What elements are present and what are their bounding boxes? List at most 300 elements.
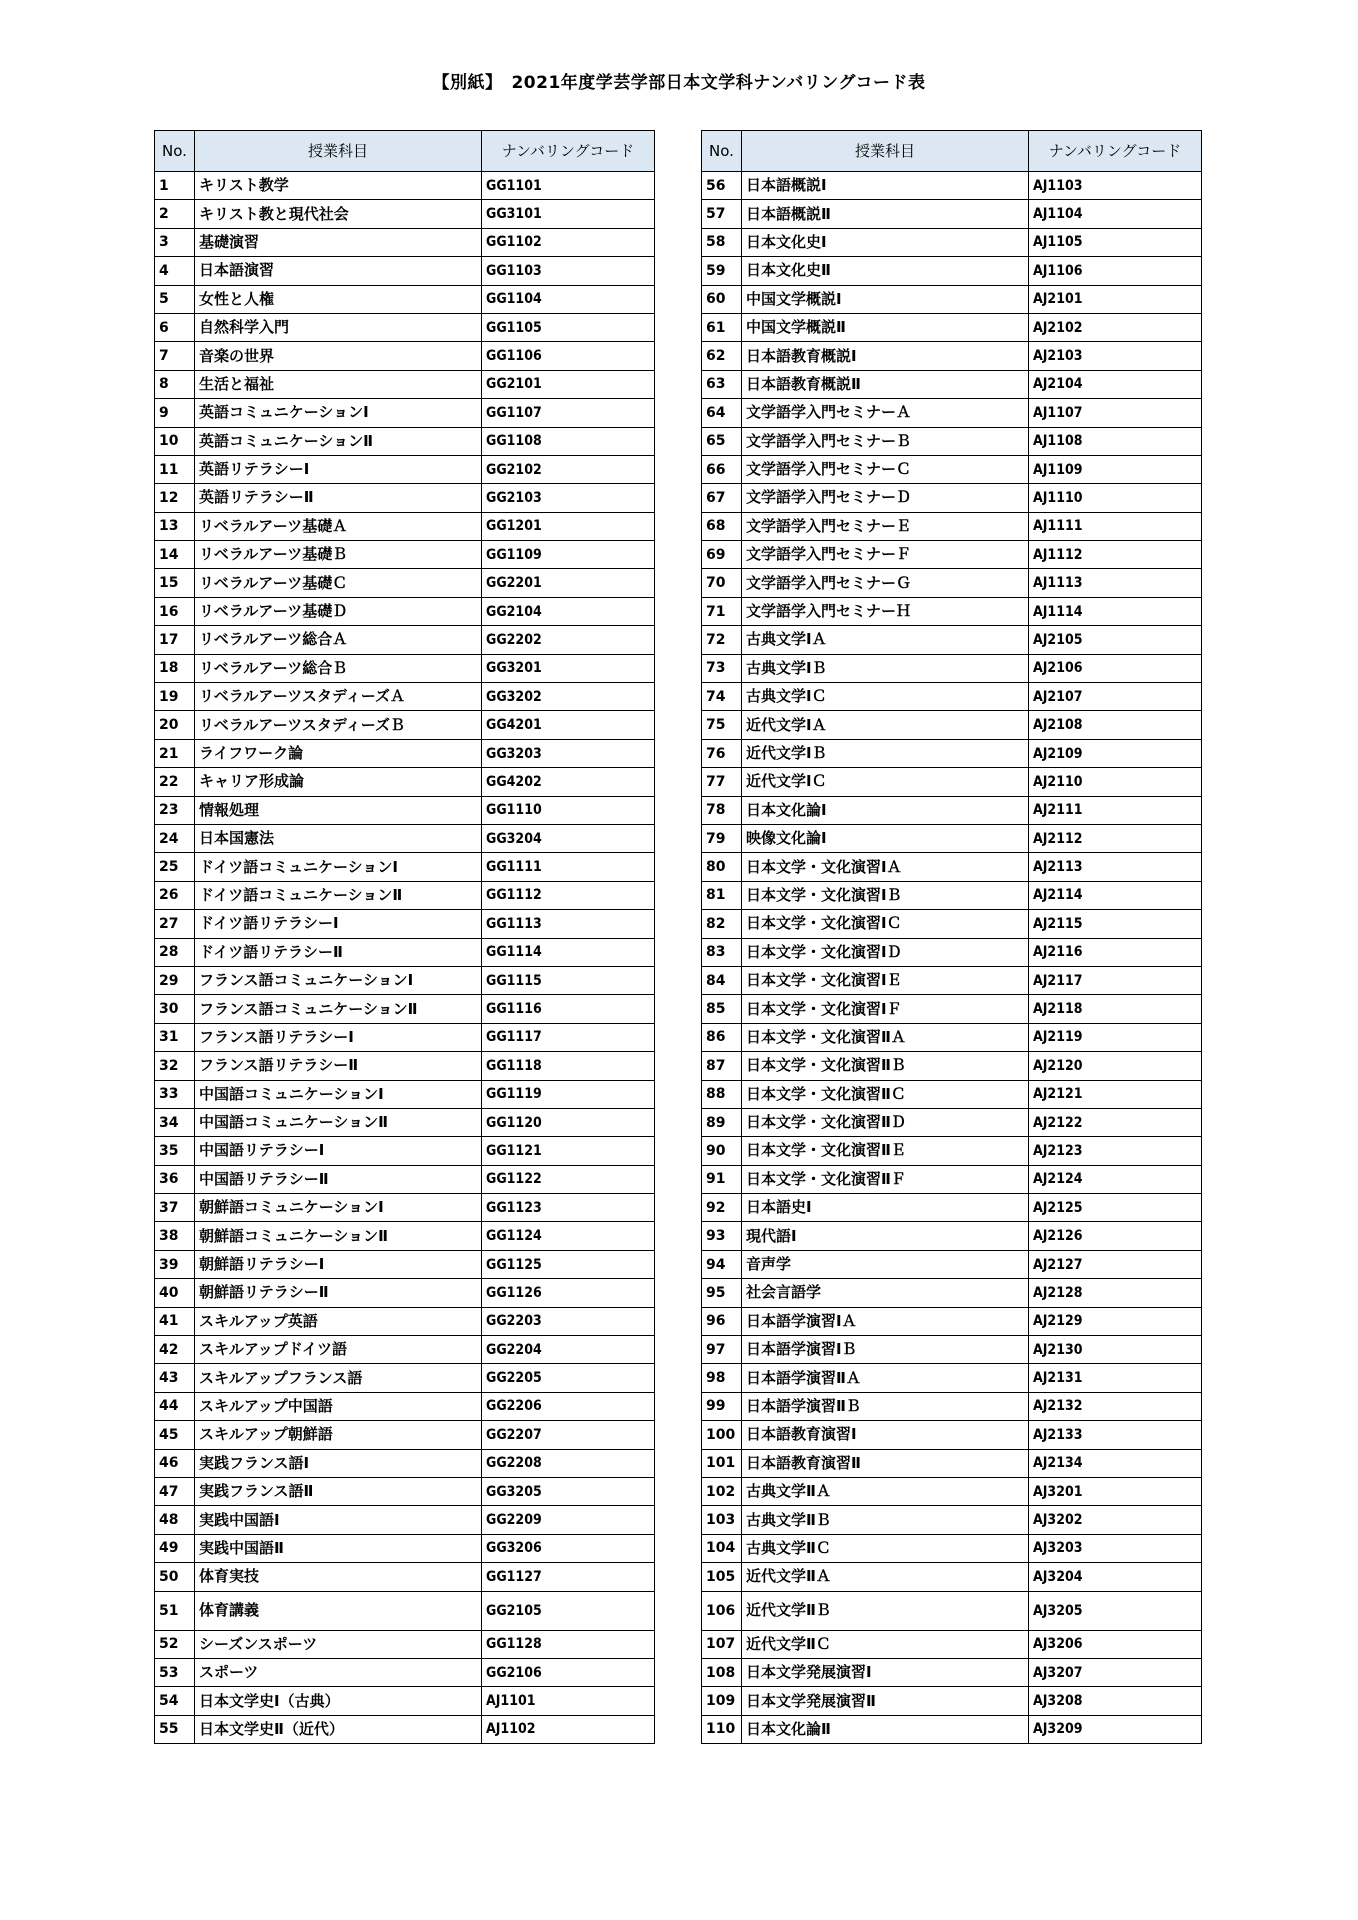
course-subject: 日本文学・文化演習ⅡＣ xyxy=(742,1080,1029,1108)
numbering-code: AJ1112 xyxy=(1029,541,1202,569)
row-number: 104 xyxy=(702,1534,742,1562)
row-number: 55 xyxy=(155,1715,195,1743)
table-row xyxy=(702,313,1202,341)
row-number: 72 xyxy=(702,626,742,654)
table-row xyxy=(702,399,1202,427)
numbering-table-right xyxy=(701,130,1202,1744)
course-subject: 日本語学演習ⅠＢ xyxy=(742,1336,1029,1364)
row-number: 31 xyxy=(155,1023,195,1051)
course-subject: ドイツ語コミュニケーションⅠ xyxy=(195,853,482,881)
row-number: 52 xyxy=(155,1630,195,1658)
course-subject: 日本語学演習ⅡＡ xyxy=(742,1364,1029,1392)
row-number: 110 xyxy=(702,1715,742,1743)
course-subject: 日本文学発展演習Ⅱ xyxy=(742,1687,1029,1715)
row-number: 43 xyxy=(155,1364,195,1392)
course-subject: 中国語コミュニケーションⅡ xyxy=(195,1108,482,1136)
table-row xyxy=(155,1023,655,1051)
course-subject: 日本文学・文化演習ⅠＥ xyxy=(742,966,1029,994)
row-number: 35 xyxy=(155,1137,195,1165)
numbering-code: AJ1103 xyxy=(1029,172,1202,200)
numbering-code: AJ2110 xyxy=(1029,768,1202,796)
row-number: 54 xyxy=(155,1687,195,1715)
course-subject: 日本文化史Ⅱ xyxy=(742,257,1029,285)
course-subject: 近代文学ⅡＢ xyxy=(742,1591,1029,1630)
numbering-code: GG1107 xyxy=(482,399,655,427)
row-number: 2 xyxy=(155,200,195,228)
table-row xyxy=(155,172,655,200)
table-row xyxy=(702,1052,1202,1080)
course-subject: 日本語教育概説Ⅰ xyxy=(742,342,1029,370)
row-number: 92 xyxy=(702,1194,742,1222)
table-row xyxy=(702,824,1202,852)
course-subject: 日本語教育演習Ⅱ xyxy=(742,1449,1029,1477)
row-number: 69 xyxy=(702,541,742,569)
course-subject: 文学語学入門セミナーＢ xyxy=(742,427,1029,455)
row-number: 71 xyxy=(702,597,742,625)
row-number: 68 xyxy=(702,512,742,540)
course-subject: 日本国憲法 xyxy=(195,824,482,852)
table-row xyxy=(702,910,1202,938)
course-subject: キリスト教学 xyxy=(195,172,482,200)
numbering-code: GG2204 xyxy=(482,1336,655,1364)
numbering-code: AJ2113 xyxy=(1029,853,1202,881)
row-number: 30 xyxy=(155,995,195,1023)
row-number: 79 xyxy=(702,824,742,852)
course-subject: 文学語学入門セミナーＡ xyxy=(742,399,1029,427)
table-row xyxy=(702,995,1202,1023)
numbering-code: AJ1111 xyxy=(1029,512,1202,540)
numbering-code: GG1120 xyxy=(482,1108,655,1136)
row-number: 10 xyxy=(155,427,195,455)
course-subject: 英語リテラシーⅡ xyxy=(195,484,482,512)
numbering-code: GG4202 xyxy=(482,768,655,796)
table-row xyxy=(155,1477,655,1505)
table-body-left xyxy=(155,172,655,1744)
row-number: 86 xyxy=(702,1023,742,1051)
row-number: 5 xyxy=(155,285,195,313)
table-row xyxy=(155,711,655,739)
table-row xyxy=(702,172,1202,200)
table-row xyxy=(702,1534,1202,1562)
course-subject: 中国語コミュニケーションⅠ xyxy=(195,1080,482,1108)
row-number: 93 xyxy=(702,1222,742,1250)
row-number: 65 xyxy=(702,427,742,455)
numbering-code: GG1128 xyxy=(482,1630,655,1658)
row-number: 101 xyxy=(702,1449,742,1477)
table-row xyxy=(155,1165,655,1193)
row-number: 17 xyxy=(155,626,195,654)
table-row xyxy=(702,626,1202,654)
table-row xyxy=(155,512,655,540)
row-number: 36 xyxy=(155,1165,195,1193)
course-subject: スキルアップ英語 xyxy=(195,1307,482,1335)
numbering-code: GG1127 xyxy=(482,1563,655,1591)
course-subject: 近代文学ⅡＣ xyxy=(742,1630,1029,1658)
row-number: 89 xyxy=(702,1108,742,1136)
row-number: 27 xyxy=(155,910,195,938)
table-row xyxy=(155,1250,655,1278)
row-number: 108 xyxy=(702,1658,742,1686)
row-number: 34 xyxy=(155,1108,195,1136)
row-number: 103 xyxy=(702,1506,742,1534)
numbering-code: GG3205 xyxy=(482,1477,655,1505)
row-number: 7 xyxy=(155,342,195,370)
row-number: 41 xyxy=(155,1307,195,1335)
numbering-code: AJ1108 xyxy=(1029,427,1202,455)
numbering-code: GG1104 xyxy=(482,285,655,313)
numbering-code: AJ1101 xyxy=(482,1687,655,1715)
row-number: 94 xyxy=(702,1250,742,1278)
course-subject: 日本文学史Ⅱ（近代） xyxy=(195,1715,482,1743)
row-number: 33 xyxy=(155,1080,195,1108)
course-subject: 近代文学ⅠＢ xyxy=(742,739,1029,767)
row-number: 48 xyxy=(155,1506,195,1534)
table-row xyxy=(155,1137,655,1165)
row-number: 37 xyxy=(155,1194,195,1222)
numbering-code: GG1110 xyxy=(482,796,655,824)
numbering-code: AJ1110 xyxy=(1029,484,1202,512)
numbering-code: AJ2129 xyxy=(1029,1307,1202,1335)
table-row xyxy=(155,1279,655,1307)
course-subject: 中国語リテラシーⅡ xyxy=(195,1165,482,1193)
row-number: 109 xyxy=(702,1687,742,1715)
course-subject: 文学語学入門セミナーＧ xyxy=(742,569,1029,597)
course-subject: 日本語教育概説Ⅱ xyxy=(742,370,1029,398)
table-row xyxy=(702,455,1202,483)
table-row xyxy=(702,1715,1202,1743)
course-subject: 音声学 xyxy=(742,1250,1029,1278)
table-row xyxy=(702,966,1202,994)
numbering-code: AJ2121 xyxy=(1029,1080,1202,1108)
row-number: 59 xyxy=(702,257,742,285)
row-number: 14 xyxy=(155,541,195,569)
numbering-code: GG3202 xyxy=(482,683,655,711)
numbering-code: AJ2130 xyxy=(1029,1336,1202,1364)
table-row xyxy=(155,683,655,711)
table-row xyxy=(155,597,655,625)
numbering-code: AJ2102 xyxy=(1029,313,1202,341)
table-row xyxy=(702,654,1202,682)
table-row xyxy=(702,1279,1202,1307)
numbering-code: AJ2115 xyxy=(1029,910,1202,938)
course-subject: 日本文学・文化演習ⅠＢ xyxy=(742,881,1029,909)
course-subject: 日本語概説Ⅰ xyxy=(742,172,1029,200)
numbering-code: AJ2107 xyxy=(1029,683,1202,711)
course-subject: スキルアップフランス語 xyxy=(195,1364,482,1392)
course-subject: 日本語概説Ⅱ xyxy=(742,200,1029,228)
numbering-code: AJ1113 xyxy=(1029,569,1202,597)
table-header-row xyxy=(155,131,655,172)
course-subject: 朝鮮語リテラシーⅠ xyxy=(195,1250,482,1278)
numbering-code: GG4201 xyxy=(482,711,655,739)
course-subject: 古典文学ⅡＣ xyxy=(742,1534,1029,1562)
numbering-code: GG2209 xyxy=(482,1506,655,1534)
numbering-code: GG1109 xyxy=(482,541,655,569)
numbering-code: AJ2125 xyxy=(1029,1194,1202,1222)
course-subject: 朝鮮語コミュニケーションⅡ xyxy=(195,1222,482,1250)
course-subject: 体育実技 xyxy=(195,1563,482,1591)
row-number: 77 xyxy=(702,768,742,796)
row-number: 32 xyxy=(155,1052,195,1080)
course-subject: 日本文学史Ⅰ（古典） xyxy=(195,1687,482,1715)
row-number: 90 xyxy=(702,1137,742,1165)
numbering-code: AJ2132 xyxy=(1029,1392,1202,1420)
row-number: 98 xyxy=(702,1364,742,1392)
row-number: 9 xyxy=(155,399,195,427)
course-subject: リベラルアーツスタディーズＡ xyxy=(195,683,482,711)
table-row xyxy=(155,966,655,994)
table-row xyxy=(155,1421,655,1449)
row-number: 11 xyxy=(155,455,195,483)
numbering-code: GG1123 xyxy=(482,1194,655,1222)
table-row xyxy=(702,1477,1202,1505)
course-subject: 日本文学・文化演習ⅡＢ xyxy=(742,1052,1029,1080)
course-subject: シーズンスポーツ xyxy=(195,1630,482,1658)
numbering-code: GG1121 xyxy=(482,1137,655,1165)
table-row xyxy=(702,1336,1202,1364)
row-number: 78 xyxy=(702,796,742,824)
course-subject: 日本文学・文化演習ⅠＤ xyxy=(742,938,1029,966)
numbering-code: GG1116 xyxy=(482,995,655,1023)
row-number: 82 xyxy=(702,910,742,938)
table-row xyxy=(155,484,655,512)
row-number: 88 xyxy=(702,1080,742,1108)
course-subject: 古典文学ⅡＢ xyxy=(742,1506,1029,1534)
numbering-table-left xyxy=(154,130,655,1744)
table-row xyxy=(702,285,1202,313)
numbering-code: AJ2116 xyxy=(1029,938,1202,966)
course-subject: 実践中国語Ⅰ xyxy=(195,1506,482,1534)
row-number: 23 xyxy=(155,796,195,824)
row-number: 96 xyxy=(702,1307,742,1335)
numbering-code: AJ2114 xyxy=(1029,881,1202,909)
course-subject: 文学語学入門セミナーＣ xyxy=(742,455,1029,483)
course-subject: フランス語コミュニケーションⅡ xyxy=(195,995,482,1023)
table-row xyxy=(702,1165,1202,1193)
numbering-code: AJ3201 xyxy=(1029,1477,1202,1505)
course-subject: 日本文学・文化演習ⅡＥ xyxy=(742,1137,1029,1165)
course-subject: 日本語史Ⅰ xyxy=(742,1194,1029,1222)
numbering-code: GG2203 xyxy=(482,1307,655,1335)
numbering-code: AJ2124 xyxy=(1029,1165,1202,1193)
table-row xyxy=(155,739,655,767)
row-number: 105 xyxy=(702,1563,742,1591)
numbering-code: GG1111 xyxy=(482,853,655,881)
page-title: 【別紙】 2021年度学芸学部日本文学科ナンバリングコード表 xyxy=(432,73,926,93)
row-number: 18 xyxy=(155,654,195,682)
row-number: 56 xyxy=(702,172,742,200)
row-number: 12 xyxy=(155,484,195,512)
numbering-code: AJ3208 xyxy=(1029,1687,1202,1715)
course-subject: 体育講義 xyxy=(195,1591,482,1630)
row-number: 97 xyxy=(702,1336,742,1364)
course-subject: フランス語コミュニケーションⅠ xyxy=(195,966,482,994)
numbering-code: AJ1104 xyxy=(1029,200,1202,228)
course-subject: 日本語学演習ⅡＢ xyxy=(742,1392,1029,1420)
course-subject: リベラルアーツスタディーズＢ xyxy=(195,711,482,739)
header-no: No. xyxy=(155,131,195,172)
course-subject: キャリア形成論 xyxy=(195,768,482,796)
row-number: 46 xyxy=(155,1449,195,1477)
course-subject: 女性と人権 xyxy=(195,285,482,313)
row-number: 24 xyxy=(155,824,195,852)
numbering-code: GG2106 xyxy=(482,1658,655,1686)
table-row xyxy=(702,1687,1202,1715)
course-subject: ドイツ語リテラシーⅡ xyxy=(195,938,482,966)
table-row xyxy=(702,257,1202,285)
row-number: 38 xyxy=(155,1222,195,1250)
table-row xyxy=(155,1052,655,1080)
numbering-code: AJ2123 xyxy=(1029,1137,1202,1165)
table-row xyxy=(702,1137,1202,1165)
numbering-code: GG2104 xyxy=(482,597,655,625)
course-subject: キリスト教と現代社会 xyxy=(195,200,482,228)
course-subject: 日本文学・文化演習ⅡＡ xyxy=(742,1023,1029,1051)
row-number: 4 xyxy=(155,257,195,285)
table-row xyxy=(155,796,655,824)
table-row xyxy=(702,1108,1202,1136)
table-row xyxy=(702,541,1202,569)
course-subject: 英語コミュニケーションⅡ xyxy=(195,427,482,455)
course-subject: 日本語学演習ⅠＡ xyxy=(742,1307,1029,1335)
course-subject: 中国文学概説Ⅰ xyxy=(742,285,1029,313)
row-number: 20 xyxy=(155,711,195,739)
numbering-code: GG2205 xyxy=(482,1364,655,1392)
course-subject: 日本文化史Ⅰ xyxy=(742,228,1029,256)
table-row xyxy=(702,1023,1202,1051)
numbering-code: GG1125 xyxy=(482,1250,655,1278)
table-row xyxy=(155,1687,655,1715)
course-subject: 生活と福祉 xyxy=(195,370,482,398)
numbering-code: AJ3207 xyxy=(1029,1658,1202,1686)
course-subject: ドイツ語コミュニケーションⅡ xyxy=(195,881,482,909)
row-number: 76 xyxy=(702,739,742,767)
numbering-code: GG1113 xyxy=(482,910,655,938)
course-subject: リベラルアーツ総合Ａ xyxy=(195,626,482,654)
numbering-code: GG2207 xyxy=(482,1421,655,1449)
course-subject: 近代文学ⅠＣ xyxy=(742,768,1029,796)
numbering-code: GG1101 xyxy=(482,172,655,200)
numbering-code: GG2206 xyxy=(482,1392,655,1420)
table-row xyxy=(702,796,1202,824)
table-row xyxy=(155,569,655,597)
row-number: 25 xyxy=(155,853,195,881)
table-row xyxy=(702,1392,1202,1420)
table-row xyxy=(702,1364,1202,1392)
course-subject: 近代文学ⅠＡ xyxy=(742,711,1029,739)
course-subject: スキルアップ朝鮮語 xyxy=(195,1421,482,1449)
numbering-code: AJ3202 xyxy=(1029,1506,1202,1534)
course-subject: 古典文学ⅡＡ xyxy=(742,1477,1029,1505)
numbering-code: AJ2120 xyxy=(1029,1052,1202,1080)
row-number: 1 xyxy=(155,172,195,200)
row-number: 102 xyxy=(702,1477,742,1505)
row-number: 70 xyxy=(702,569,742,597)
course-subject: 日本文学・文化演習ⅠＣ xyxy=(742,910,1029,938)
table-row xyxy=(155,1534,655,1562)
header-subject: 授業科目 xyxy=(742,131,1029,172)
numbering-code: GG1102 xyxy=(482,228,655,256)
row-number: 80 xyxy=(702,853,742,881)
row-number: 106 xyxy=(702,1591,742,1630)
course-subject: リベラルアーツ総合Ｂ xyxy=(195,654,482,682)
numbering-code: GG3201 xyxy=(482,654,655,682)
table-row xyxy=(155,1563,655,1591)
table-row xyxy=(155,1222,655,1250)
row-number: 64 xyxy=(702,399,742,427)
table-row xyxy=(155,257,655,285)
numbering-code: GG1106 xyxy=(482,342,655,370)
row-number: 74 xyxy=(702,683,742,711)
table-row xyxy=(702,1307,1202,1335)
course-subject: 近代文学ⅡＡ xyxy=(742,1563,1029,1591)
course-subject: 文学語学入門セミナーＤ xyxy=(742,484,1029,512)
row-number: 16 xyxy=(155,597,195,625)
numbering-code: GG2202 xyxy=(482,626,655,654)
row-number: 66 xyxy=(702,455,742,483)
header-subject: 授業科目 xyxy=(195,131,482,172)
numbering-code: AJ1109 xyxy=(1029,455,1202,483)
course-subject: 古典文学ⅠＣ xyxy=(742,683,1029,711)
table-row xyxy=(702,1250,1202,1278)
table-row xyxy=(702,1222,1202,1250)
row-number: 19 xyxy=(155,683,195,711)
table-row xyxy=(155,1108,655,1136)
numbering-code: AJ2128 xyxy=(1029,1279,1202,1307)
table-row xyxy=(155,1307,655,1335)
course-subject: 実践フランス語Ⅰ xyxy=(195,1449,482,1477)
numbering-code: GG1114 xyxy=(482,938,655,966)
numbering-code: GG1201 xyxy=(482,512,655,540)
numbering-code: AJ2103 xyxy=(1029,342,1202,370)
table-row xyxy=(155,1449,655,1477)
course-subject: 日本語教育演習Ⅰ xyxy=(742,1421,1029,1449)
row-number: 99 xyxy=(702,1392,742,1420)
course-subject: 日本語演習 xyxy=(195,257,482,285)
course-subject: スポーツ xyxy=(195,1658,482,1686)
table-row xyxy=(155,995,655,1023)
numbering-code: AJ1114 xyxy=(1029,597,1202,625)
row-number: 87 xyxy=(702,1052,742,1080)
table-row xyxy=(155,200,655,228)
numbering-code: GG3206 xyxy=(482,1534,655,1562)
numbering-code: GG1117 xyxy=(482,1023,655,1051)
course-subject: 中国語リテラシーⅠ xyxy=(195,1137,482,1165)
numbering-code: GG1119 xyxy=(482,1080,655,1108)
table-row xyxy=(702,1506,1202,1534)
course-subject: 音楽の世界 xyxy=(195,342,482,370)
table-row xyxy=(155,342,655,370)
row-number: 50 xyxy=(155,1563,195,1591)
course-subject: 情報処理 xyxy=(195,796,482,824)
table-row xyxy=(155,1364,655,1392)
row-number: 42 xyxy=(155,1336,195,1364)
course-subject: リベラルアーツ基礎Ｄ xyxy=(195,597,482,625)
table-row xyxy=(155,768,655,796)
header-no: No. xyxy=(702,131,742,172)
course-subject: 日本文学・文化演習ⅡＤ xyxy=(742,1108,1029,1136)
table-row xyxy=(702,1563,1202,1591)
numbering-code: GG1112 xyxy=(482,881,655,909)
numbering-code: GG1118 xyxy=(482,1052,655,1080)
row-number: 57 xyxy=(702,200,742,228)
table-row xyxy=(155,1194,655,1222)
table-row xyxy=(155,228,655,256)
numbering-code: AJ1105 xyxy=(1029,228,1202,256)
row-number: 45 xyxy=(155,1421,195,1449)
row-number: 91 xyxy=(702,1165,742,1193)
row-number: 22 xyxy=(155,768,195,796)
